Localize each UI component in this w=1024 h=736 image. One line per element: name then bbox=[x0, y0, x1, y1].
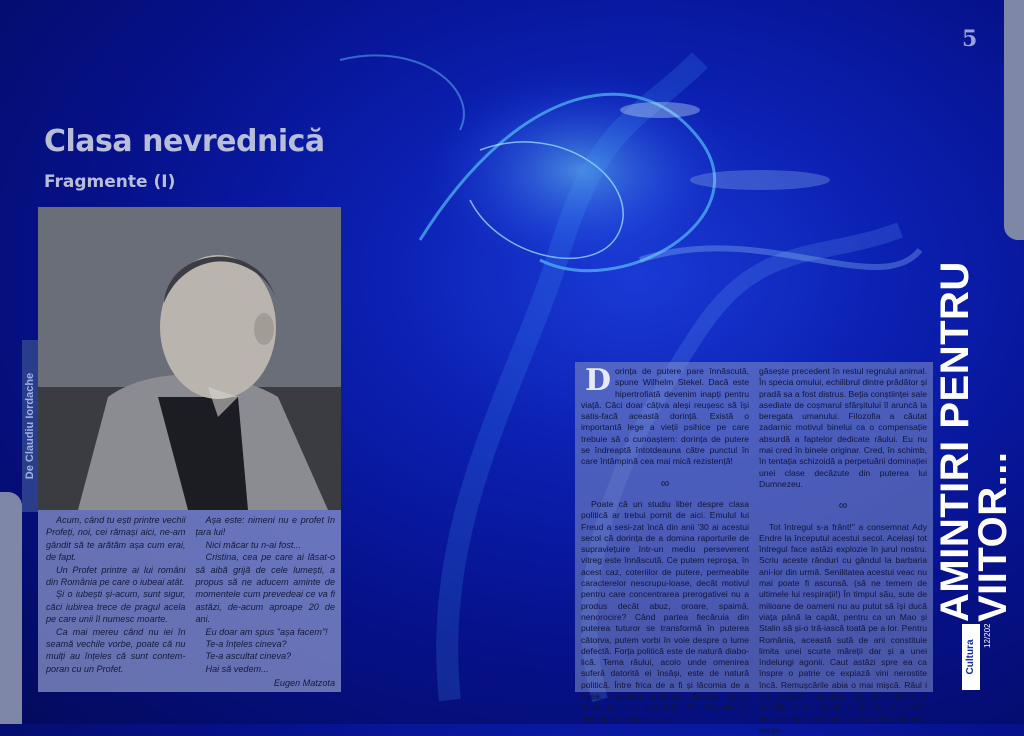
poem-line: Te-a înțeles cineva? bbox=[205, 639, 287, 650]
section-separator: ∞ bbox=[660, 475, 670, 490]
section-heading-line-2: VIITOR... bbox=[971, 451, 1015, 622]
author-portrait-photo bbox=[38, 207, 341, 510]
article-paragraph: găsește precedent în restul regnului animal. În specia omului, echilibrul dintre prădător și pradă sa a fost distrus. Bețiа conștiinței sale asediate de coșmarul sfârșitului îl aruncă la beregata umanului. Filozofia a căutat zadarnic motivul binelui ca o compensație absurdă a faptelor dedicate răului. Eu nu mai cred în binele originar. Cred, în schimb, în tentația schizoidă a perpetuării dominației unei clase decăzute din puterea lui Dumnezeu. bbox=[759, 366, 927, 489]
section-heading-line-1: AMINTIRI PENTRU bbox=[933, 261, 977, 622]
article-column-2 bbox=[759, 366, 927, 735]
poem-line: Te-a ascultat cineva? bbox=[205, 651, 292, 662]
section-separator: ∞ bbox=[838, 498, 848, 513]
poem-line: Ca mai mereu când nu iei în seamă vechile vorbe, poate că nu mulți au înțeles că sunt contem-poran cu un Profet. bbox=[46, 626, 186, 674]
article-paragraph: Poate că un studiu liber despre clasa politică ar trebui pornit de aici. Emulul lui Freud a sesi-zat încă din anii '30 ai acestui secol că dorința de a domina raporturile de supraviețuire într-un mediu perseverent vitreg este înnăscută. Ce putem reproșa, în acest caz, coteriilor de putere, permeabile caracterelor nescrupu-loase, decât motivul pentru care concentrarea prerogativei nu a produs decât abuz, oroare, spaimă, nenorocire? Când partea fiecăruia din puterea tuturor se transformă în puterea câtorva, putem vorbi în voie despre o lume defectă. Forța politică este de natură diabo-lică. Tema răului, acolo unde omenirea suferă datorită ei însăși, este de natură politică. Între frica de a fi și lăcomia de a avea, originarul omenesc rămâne mereu amenințat din lăun-trul său. Exercitarea violențelor sociale nu-și bbox=[581, 498, 749, 724]
article-column-1 bbox=[581, 363, 749, 724]
poem-column-1 bbox=[46, 514, 186, 692]
magazine-logo-text: Cultura bbox=[965, 639, 976, 675]
page-number: 5 bbox=[962, 26, 978, 52]
poem-line: Așa este: nimeni nu e profet în țara lui! bbox=[195, 515, 335, 538]
poem-line: Eu doar am spus "așa facem"! bbox=[205, 626, 328, 637]
article-body bbox=[575, 362, 933, 735]
article-paragraph: orința de putere pare înnăscută, spune Wilhelm Stekel. Dacă este hipertrofiată devenim inapți pentru viață. Căci doar câțiva aleși reușesc să își satis-facă această dorință. Există o importantă lege a vieții psihice pe care trebuie să o cunoaștem: dorința de putere se îndreaptă întotdeauna către punctul în care întâmpină cea mai mică rezistență! bbox=[581, 366, 749, 467]
article-paragraph: Tot întregul s-a frânt!" a consemnat Ady Endre la începutul acestui secol. Același tot întregul face astăzi explozie în jurul nostru. Scriu aceste rânduri cu gândul la barbaria ani-lor din urmă. Senilitatea acestui veac nu mai poate fi ascunsă. (să ne temem de ultimele lui respirații!) În timpul său, sute de milioane de oameni nu au putut să își ducă viața până la capăt, pentru ca un Mao și Stalin să și-o tră-iască toată pe a lor. Pentru România, această sută de ani constituie limita unei scurte măreții dar și a unei îndelungi agonii. Caut astăzi spre ea ca înspre o patrie ce expiază vini nerostite încă. Remușcările abia o mai mișcă. Răul i s-a instalat înăuntru. Nu am întâlnit o definiție mai nimerită a acestui rău decât cea pe care involuntar a dat-o Dan Stanca, recen- bbox=[759, 521, 927, 735]
page-edge-tab-left bbox=[0, 492, 22, 724]
author-byline: De Claudiu Iordache bbox=[24, 372, 36, 480]
section-heading-vertical bbox=[933, 202, 1016, 622]
issue-number: 12/202 bbox=[983, 623, 992, 648]
poem-line: Hai să vedem... bbox=[205, 663, 269, 674]
portrait-illustration bbox=[38, 207, 341, 510]
poem-column-2 bbox=[196, 514, 336, 692]
poem-signature: Eugen Matzota bbox=[273, 678, 335, 689]
article-title: Clasa nevrednică bbox=[44, 124, 325, 159]
poem-line: Acum, când tu ești printre vechii Profeți, noi, cei rămași aici, ne-am gândit să te arătăm așa cum erai, de fapt. bbox=[46, 515, 186, 563]
article-subtitle: Fragmente (I) bbox=[44, 172, 176, 192]
poem-line: Un Profet printre ai lui români din România pe care o iubeai atât. bbox=[46, 564, 186, 588]
poem-line: Și o iubești și-acum, sunt sigur, căci iubirea trece de pragul acela pe care unii îl numesc moarte. bbox=[46, 589, 186, 625]
poem-line: Cristina, cea pe care ai lăsat-o să aibă grijă de cele lumești, a propus să ne aducem aminte de momentele cum prevedeai ce va fi astăzi, de-acum aproape 20 de ani. bbox=[195, 552, 335, 625]
dedication-poem bbox=[38, 510, 341, 692]
drop-cap: D bbox=[585, 363, 612, 398]
poem-line: Nici măcar tu n-ai fost... bbox=[205, 539, 302, 550]
